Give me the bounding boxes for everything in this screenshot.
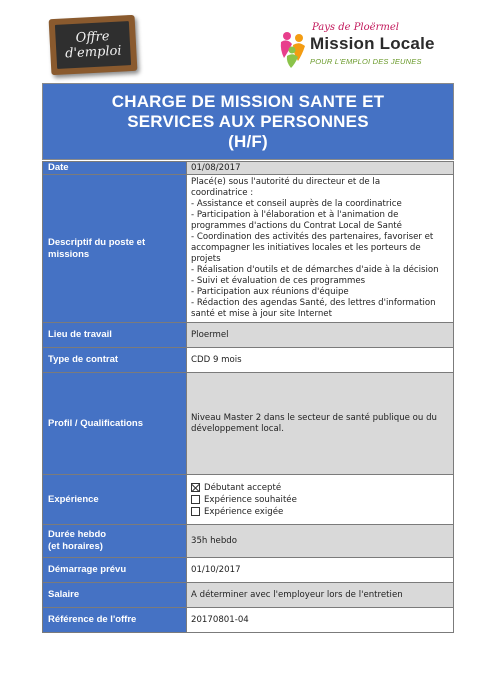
experience-label: Expérience <box>43 475 187 525</box>
date-label: Date <box>43 162 187 175</box>
salary-label: Salaire <box>43 583 187 608</box>
checked-checkbox-icon[interactable] <box>191 483 200 492</box>
contract-value: CDD 9 mois <box>187 348 454 373</box>
experience-option-beginner[interactable] <box>191 482 449 494</box>
experience-option-required[interactable] <box>191 506 449 518</box>
description-line: Placé(e) sous l'autorité du directeur et de la <box>191 177 381 187</box>
description-line: projets <box>191 254 221 264</box>
job-title-line-3: (H/F) <box>228 131 268 151</box>
date-value: 01/08/2017 <box>187 162 454 175</box>
checkbox-icon[interactable] <box>191 495 200 504</box>
description-line: - Rédaction des agendas Santé, des lettres d'information <box>191 298 436 308</box>
badge-line-1: Offre <box>75 29 110 46</box>
description-line: - Coordination des activités des partenaires, favoriser et <box>191 232 434 242</box>
row-salary <box>43 583 454 608</box>
job-title-line-1: CHARGE DE MISSION SANTE ET <box>111 91 385 111</box>
contract-label: Type de contrat <box>43 348 187 373</box>
hours-value: 35h hebdo <box>187 525 454 558</box>
start-value: 01/10/2017 <box>187 558 454 583</box>
people-logo-icon <box>278 28 310 68</box>
description-line: - Suivi et évaluation de ces programmes <box>191 276 366 286</box>
workplace-label: Lieu de travail <box>43 323 187 348</box>
profile-label: Profil / Qualifications <box>43 373 187 475</box>
org-name: Mission Locale <box>310 34 435 53</box>
row-profile <box>43 373 454 475</box>
reference-value: 20170801-04 <box>187 608 454 633</box>
description-line: programmes d'actions du Contrat Local de Santé <box>191 221 402 231</box>
profile-line-1: Niveau Master 2 dans le secteur de santé publique ou du <box>191 412 437 423</box>
description-line: - Participation aux réunions d'équipe <box>191 287 349 297</box>
org-region: Pays de Ploërmel <box>312 22 399 33</box>
job-title <box>112 92 385 152</box>
badge-line-2: d'emploi <box>64 43 122 62</box>
org-tagline: POUR L'EMPLOI DES JEUNES <box>310 57 422 66</box>
salary-value: A déterminer avec l'employeur lors de l'entretien <box>187 583 454 608</box>
description-line: coordinatrice : <box>191 188 254 198</box>
row-description <box>43 175 454 323</box>
hours-label-line-1: Durée hebdo <box>48 529 107 540</box>
job-offer-badge <box>49 15 138 75</box>
experience-option-label: Expérience exigée <box>204 506 284 517</box>
row-contract <box>43 348 454 373</box>
job-title-line-2: SERVICES AUX PERSONNES <box>127 111 369 131</box>
experience-option-label: Expérience souhaitée <box>204 494 297 505</box>
job-title-box <box>42 83 454 160</box>
row-reference <box>43 608 454 633</box>
description-label-line-1: Descriptif du poste et <box>48 236 146 248</box>
profile-value <box>187 373 454 475</box>
experience-option-label: Débutant accepté <box>204 482 282 493</box>
experience-value <box>187 475 454 525</box>
description-label-line-2: missions <box>48 248 90 260</box>
description-line: accompagner les initiatives locales et les porteurs de <box>191 243 421 253</box>
description-line: - Participation à l'élaboration et à l'animation de <box>191 210 399 220</box>
job-details-table <box>42 161 454 633</box>
workplace-value: Ploermel <box>187 323 454 348</box>
profile-line-2: développement local. <box>191 423 284 434</box>
description-label <box>43 175 187 323</box>
chalkboard <box>55 21 131 69</box>
row-start <box>43 558 454 583</box>
row-experience <box>43 475 454 525</box>
description-value <box>187 175 454 323</box>
hours-label-line-2: (et horaires) <box>48 541 103 552</box>
description-line: - Assistance et conseil auprès de la coordinatrice <box>191 199 402 209</box>
reference-label: Référence de l'offre <box>43 608 187 633</box>
mission-locale-logo <box>278 22 448 74</box>
start-label: Démarrage prévu <box>43 558 187 583</box>
experience-option-desired[interactable] <box>191 494 449 506</box>
row-hours <box>43 525 454 558</box>
row-date <box>43 162 454 175</box>
row-workplace <box>43 323 454 348</box>
hours-label <box>43 525 187 558</box>
checkbox-icon[interactable] <box>191 507 200 516</box>
description-line: - Réalisation d'outils et de démarches d'aide à la décision <box>191 265 439 275</box>
description-line: santé et mise à jour site Internet <box>191 309 332 319</box>
